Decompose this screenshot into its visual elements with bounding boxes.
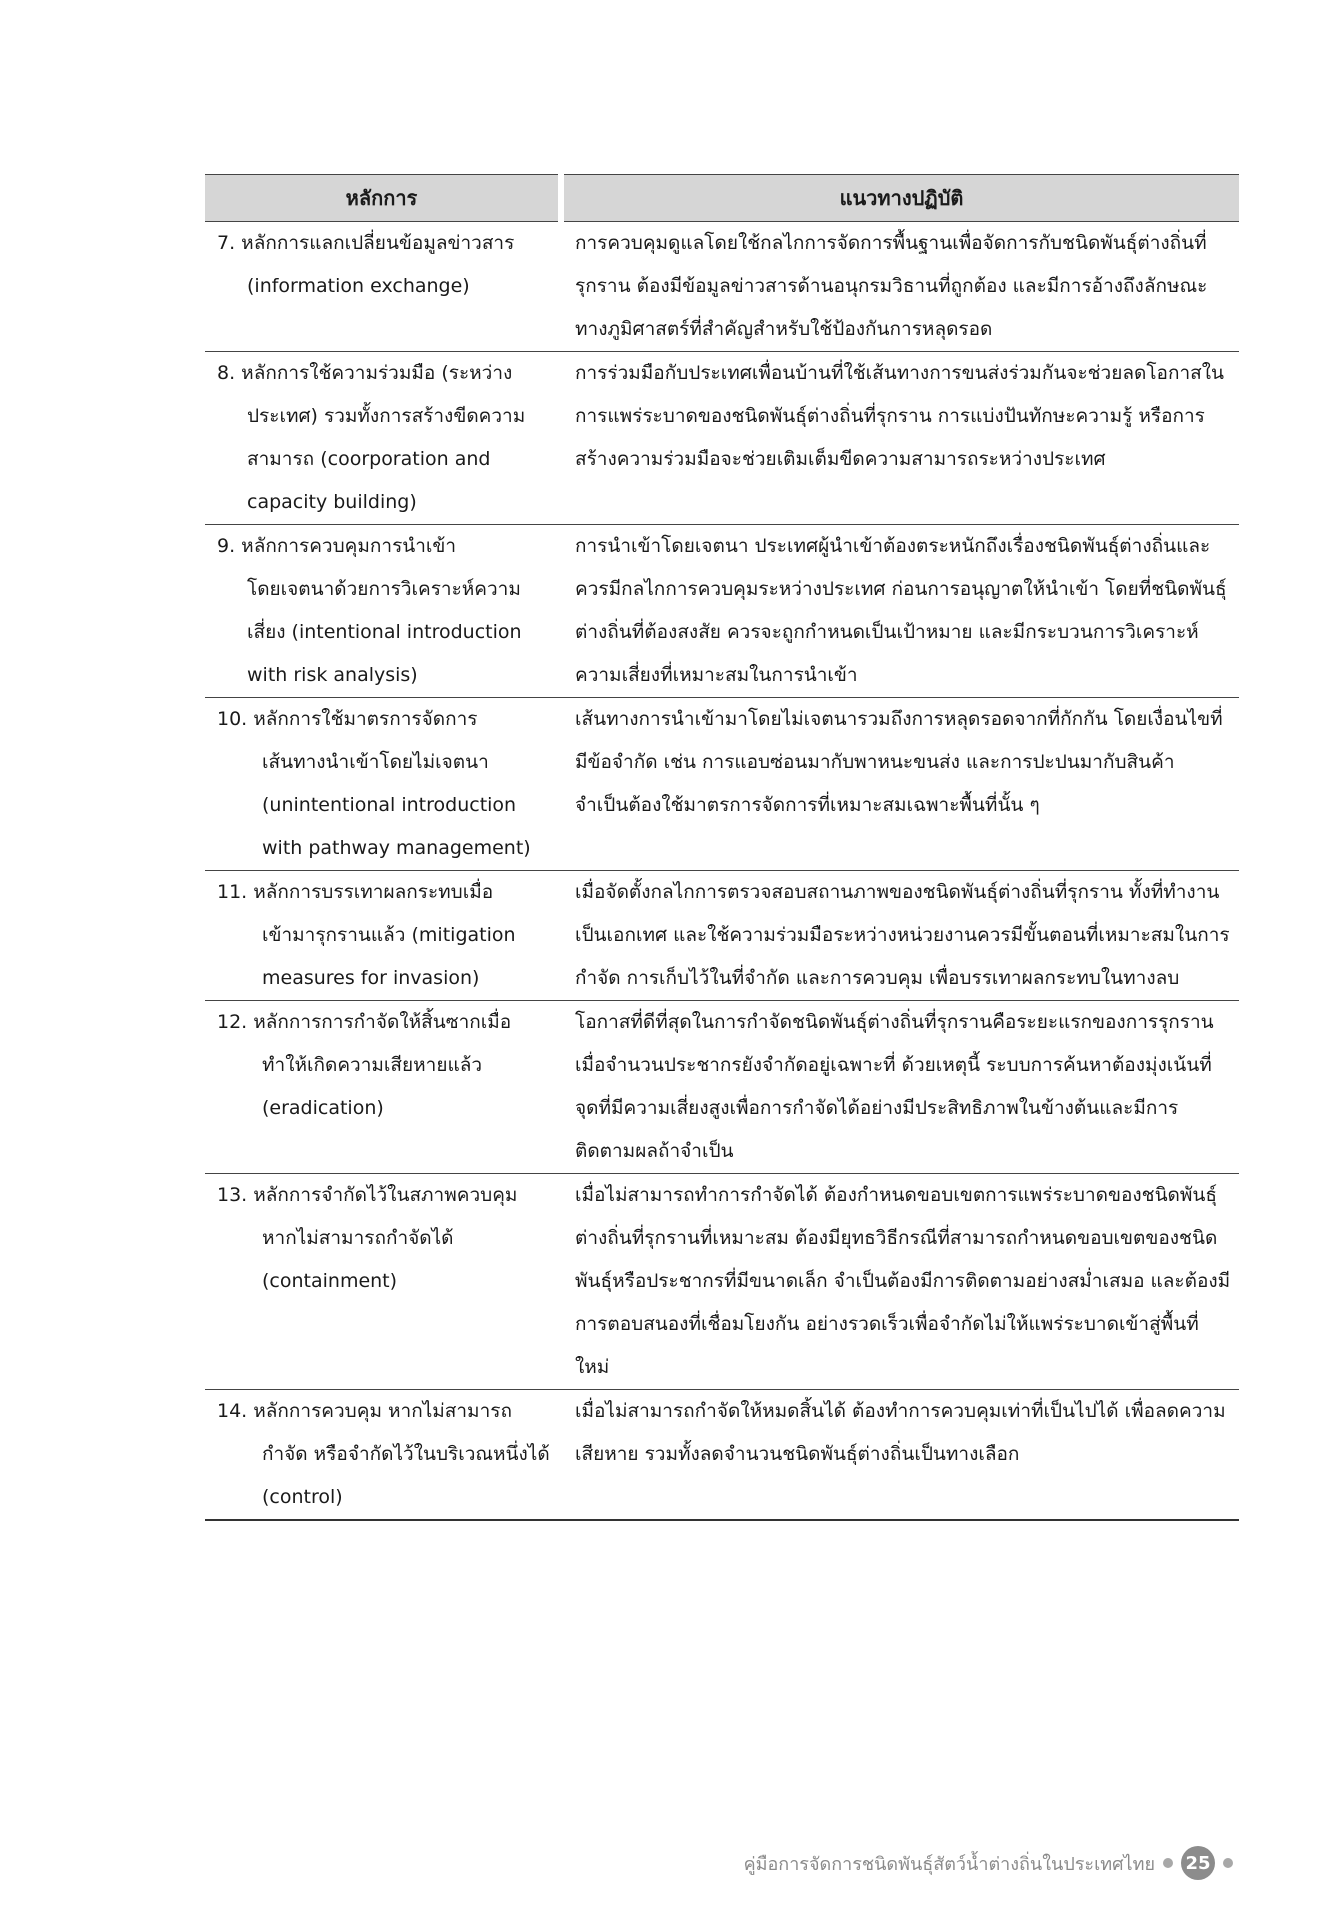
page-footer [744,1845,1233,1881]
table-row [205,222,1239,352]
table-row [205,352,1239,525]
column-header-practice: แนวทางปฏิบัติ [561,175,1239,222]
column-header-principle: หลักการ [205,175,561,222]
table-header-row [205,175,1239,222]
principle-title: 9. หลักการควบคุมการนำเข้า [217,535,457,557]
principle-title: 10. หลักการใช้มาตรการจัดการ [217,708,478,730]
principles-table [205,174,1239,1521]
principle-cell [205,871,561,1001]
bullet-dot-icon [1163,1858,1173,1868]
principle-detail: (information exchange) [247,275,470,297]
practice-cell: เมื่อจัดตั้งกลไกการตรวจสอบสถานภาพของชนิดพันธุ์ต่างถิ่นที่รุกราน ทั้งที่ทำงานเป็นเอกเทศ และใช้ความร่วมมือระหว่างหน่วยงานควรมีขั้นตอนที่เหมาะสมในการกำจัด การเก็บไว้ในที่จำกัด และการควบคุม เพื่อบรรเทาผลกระทบในทางลบ [561,871,1239,1001]
principle-detail: เข้ามารุกรานแล้ว (mitigation measures for invasion) [262,924,516,989]
table-row [205,1174,1239,1390]
practice-cell: โอกาสที่ดีที่สุดในการกำจัดชนิดพันธุ์ต่างถิ่นที่รุกรานคือระยะแรกของการรุกราน เมื่อจำนวนประชากรยังจำกัดอยู่เฉพาะที่ ด้วยเหตุนี้ ระบบการค้นหาต้องมุ่งเน้นที่จุดที่มีความเสี่ยงสูงเพื่อการกำจัดได้อย่างมีประสิทธิภาพในข้างต้นและมีการติดตามผลถ้าจำเป็น [561,1001,1239,1174]
principle-title: 13. หลักการจำกัดไว้ในสภาพควบคุม [217,1184,518,1206]
practice-cell: การควบคุมดูแลโดยใช้กลไกการจัดการพื้นฐานเพื่อจัดการกับชนิดพันธุ์ต่างถิ่นที่รุกราน ต้องมีข้อมูลข่าวสารด้านอนุกรมวิธานที่ถูกต้อง และมีการอ้างถึงลักษณะทางภูมิศาสตร์ที่สำคัญสำหรับใช้ป้องกันการหลุดรอด [561,222,1239,352]
page-number: 25 [1181,1846,1215,1880]
table-row [205,871,1239,1001]
practice-cell: การร่วมมือกับประเทศเพื่อนบ้านที่ใช้เส้นทางการขนส่งร่วมกันจะช่วยลดโอกาสในการแพร่ระบาดของชนิดพันธุ์ต่างถิ่นที่รุกราน การแบ่งปันทักษะความรู้ หรือการสร้างความร่วมมือจะช่วยเติมเต็มขีดความสามารถระหว่างประเทศ [561,352,1239,525]
bullet-dot-icon [1223,1858,1233,1868]
principles-table-container [205,174,1239,1521]
table-row [205,698,1239,871]
principle-title: 12. หลักการการกำจัดให้สิ้นซากเมื่อ [217,1011,512,1033]
practice-cell: เมื่อไม่สามารถกำจัดให้หมดสิ้นได้ ต้องทำการควบคุมเท่าที่เป็นไปได้ เพื่อลดความเสียหาย รวมทั้งลดจำนวนชนิดพันธุ์ต่างถิ่นเป็นทางเลือก [561,1390,1239,1521]
principle-cell [205,1174,561,1390]
table-row [205,525,1239,698]
principle-title: 11. หลักการบรรเทาผลกระทบเมื่อ [217,881,494,903]
table-row [205,1001,1239,1174]
principle-detail: ประเทศ) รวมทั้งการสร้างขีดความสามารถ (coorporation and capacity building) [247,405,526,513]
practice-cell: เมื่อไม่สามารถทำการกำจัดได้ ต้องกำหนดขอบเขตการแพร่ระบาดของชนิดพันธุ์ต่างถิ่นที่รุกรานที่เหมาะสม ต้องมียุทธวิธีกรณีที่สามารถกำหนดขอบเขตของชนิดพันธุ์หรือประชากรที่มีขนาดเล็ก จำเป็นต้องมีการติดตามอย่างสม่ำเสมอ และต้องมีการตอบสนองที่เชื่อมโยงกัน อย่างรวดเร็วเพื่อจำกัดไม่ให้แพร่ระบาดเข้าสู่พื้นที่ใหม่ [561,1174,1239,1390]
principle-detail: กำจัด หรือจำกัดไว้ในบริเวณหนึ่งได้ (control) [262,1443,550,1508]
principle-detail: ทำให้เกิดความเสียหายแล้ว (eradication) [262,1054,483,1119]
principle-cell [205,698,561,871]
table-row [205,1390,1239,1521]
principle-cell [205,1001,561,1174]
practice-cell: เส้นทางการนำเข้ามาโดยไม่เจตนารวมถึงการหลุดรอดจากที่กักกัน โดยเงื่อนไขที่มีข้อจำกัด เช่น การแอบซ่อนมากับพาหนะขนส่ง และการปะปนมากับสินค้า จำเป็นต้องใช้มาตรการจัดการที่เหมาะสมเฉพาะพื้นที่นั้น ๆ [561,698,1239,871]
principle-cell [205,222,561,352]
principle-detail: เส้นทางนำเข้าโดยไม่เจตนา (unintentional introduction with pathway management) [262,751,531,859]
principle-title: 14. หลักการควบคุม หากไม่สามารถ [217,1400,512,1422]
principle-detail: โดยเจตนาด้วยการวิเคราะห์ความเสี่ยง (intentional introduction with risk analysis) [247,578,522,686]
principle-cell [205,352,561,525]
practice-cell: การนำเข้าโดยเจตนา ประเทศผู้นำเข้าต้องตระหนักถึงเรื่องชนิดพันธุ์ต่างถิ่นและควรมีกลไกการควบคุมระหว่างประเทศ ก่อนการอนุญาตให้นำเข้า โดยที่ชนิดพันธุ์ต่างถิ่นที่ต้องสงสัย ควรจะถูกกำหนดเป็นเป้าหมาย และมีกระบวนการวิเคราะห์ความเสี่ยงที่เหมาะสมในการนำเข้า [561,525,1239,698]
principle-cell [205,1390,561,1521]
principle-title: 8. หลักการใช้ความร่วมมือ (ระหว่าง [217,362,513,384]
book-title: คู่มือการจัดการชนิดพันธุ์สัตว์น้ำต่างถิ่นในประเทศไทย [743,1853,1155,1875]
principle-detail: หากไม่สามารถกำจัดได้ (containment) [262,1227,454,1292]
principle-title: 7. หลักการแลกเปลี่ยนข้อมูลข่าวสาร [217,232,515,254]
principle-cell [205,525,561,698]
